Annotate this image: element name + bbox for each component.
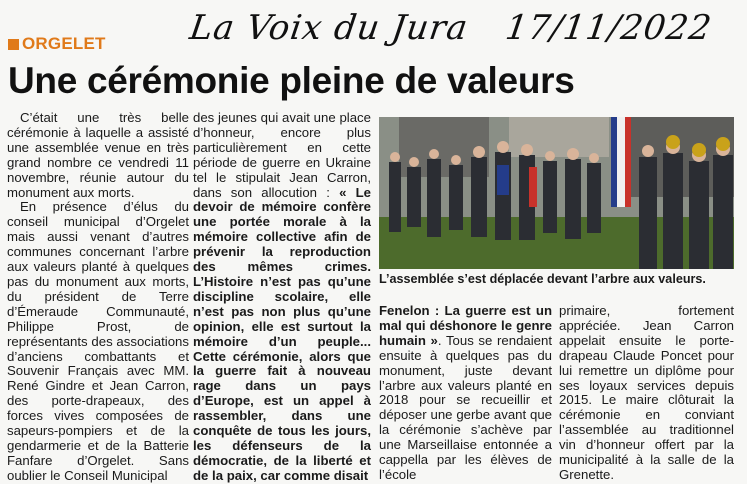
fenelon-quote: Fenelon : La guerre est un mal qui déshonore le genre humain » — [379, 303, 552, 348]
section-tag-label: ORGELET — [22, 34, 106, 53]
handwritten-publication: La Voix du Jura — [187, 8, 471, 48]
handwritten-date: 17/11/2022 — [502, 8, 715, 48]
article-column-4 — [559, 304, 734, 483]
ceremony-photo-illustration — [379, 117, 734, 269]
photo-caption: L’assemblée s’est déplacée devant l’arbre aux valeurs. — [379, 272, 706, 286]
paragraph-continuation — [193, 111, 371, 484]
paragraph-conclusion — [379, 304, 552, 483]
column-3-text: . Tous se rendaient ensuite à quelques pas du monument, juste devant l’arbre aux valeurs planté en 2018 pour se recueillir et déposer une gerbe avant que la cérémonie s’achève par une Marseillaise entonnée a cappella par les élèves de l’école — [379, 332, 552, 482]
column-4-text-1: primaire, fortement appréciée. Jean Carron appelait ensuite le porte-drapeau Claude Poncet pour lui remettre un diplôme pour ses loyaux services depuis 2015. — [559, 303, 734, 408]
paragraph-attendees: En présence d’élus du conseil municipal d’Orgelet mais aussi venant d’autres communes concernant l’arbre aux valeurs planté à quelques pas du monument aux morts, du président de Terre d’Émeraude Communauté, Philippe Prost, de représentants des associations d’anciens combattants et Souvenir Français avec MM. René Gindre et Jean Carron, des porte-drapeaux, des forces vives composées de sapeurs-pompiers et de la gendarmerie et de la Batterie Fanfare d’Orgelet. Sans oublier le Conseil Municipal — [7, 199, 189, 483]
section-tag-square — [8, 39, 19, 50]
speech-quote: « Le devoir de mémoire confère une portée morale à la mémoire collective afin de prévenir la reproduction des mêmes crimes. L’Histoire n’est pas qu’une discipline scolaire, elle n’est pas non plus qu’une opinion, elle est surtout la mémoire d’un peuple... Cette cérémonie, alors que la guerre fait à nouveau rage dans un pays d’Europe, est un appel à rassembler, dans une conquête de tous les jours, les défenseurs de la démocratie, de la liberté et de la paix, car comme disait — [193, 184, 372, 483]
paragraph-intro: C’était une très belle cérémonie à laquelle a assisté une assemblée venue en très grand nombre ce vendredi 11 novembre, réunie autour du monument aux morts. — [7, 110, 189, 200]
column-4-text-2: Le maire clôturait la cérémonie en conviant l’assemblée au traditionnel vin d’honneur offert par la municipalité à la salle de la Grenette. — [559, 392, 735, 482]
article-column-3 — [379, 304, 552, 483]
article-column-2 — [193, 111, 371, 484]
page-header — [0, 0, 747, 60]
handwritten-annotation — [187, 8, 714, 48]
article-photo — [379, 117, 734, 269]
column-2-intro: des jeunes qui avait une place d’honneur, encore plus particulièrement en cette période de guerre en Ukraine tel le stipulait Jean Carron, dans son allocution : — [193, 110, 371, 200]
article-column-1 — [7, 111, 189, 484]
headline: Une cérémonie pleine de valeurs — [8, 60, 575, 101]
paragraph-closing — [559, 304, 734, 483]
section-tag — [8, 34, 106, 54]
